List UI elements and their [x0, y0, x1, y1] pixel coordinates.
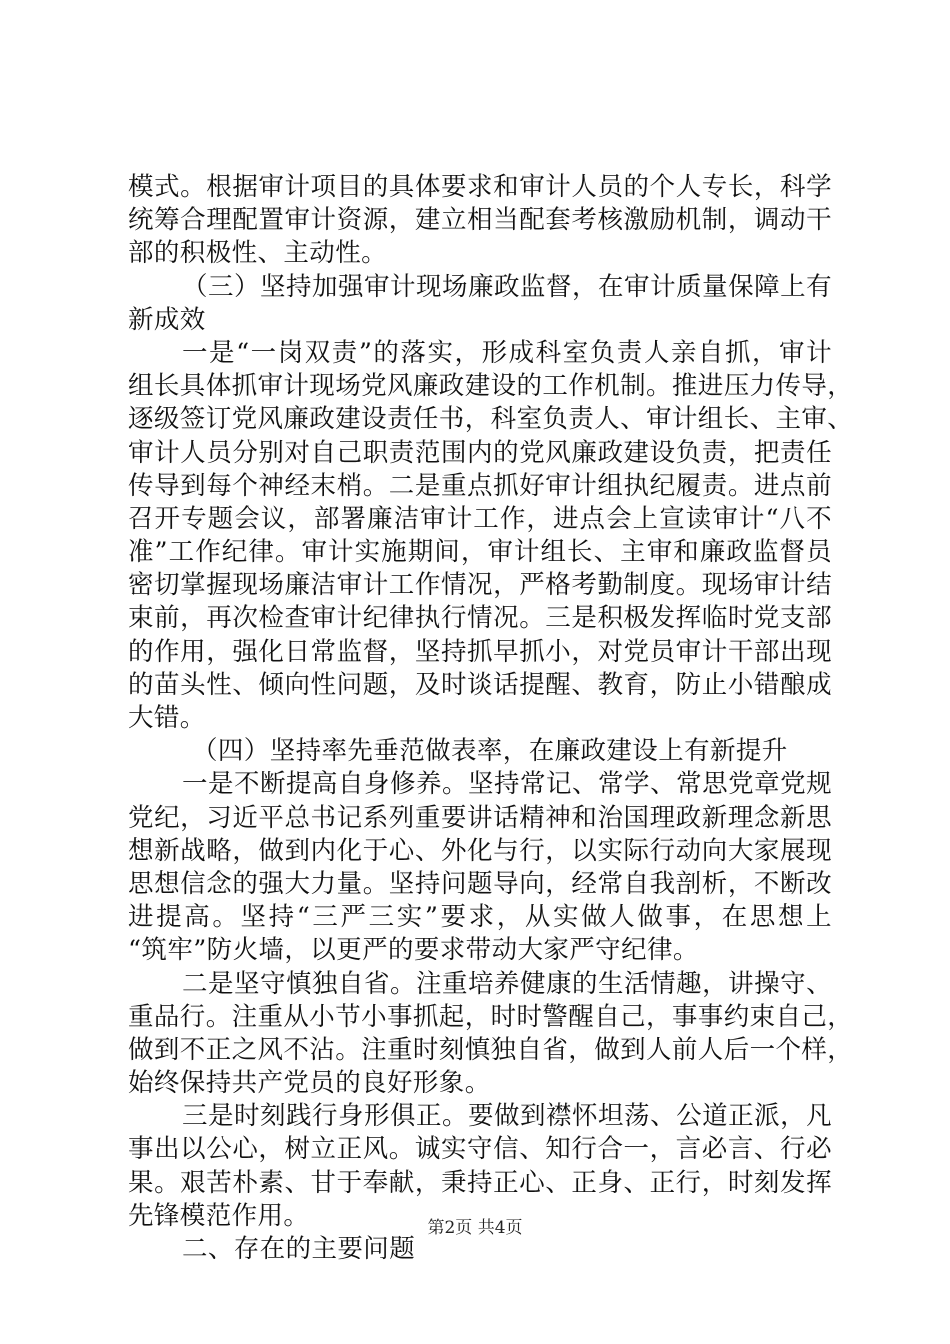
- text-line: 传导到每个神经末梢。二是重点抓好审计组执纪履责。进点前: [128, 470, 832, 501]
- text-line: 先锋模范作用。: [128, 1200, 310, 1231]
- text-line: 部的积极性、主动性。: [128, 238, 388, 269]
- text-line: 做到不正之风不沾。注重时刻慎独自省，做到人前人后一个样，: [128, 1034, 854, 1065]
- text-line: 二是坚守慎独自省。注重培养健康的生活情趣，讲操守、: [182, 968, 832, 999]
- text-line: 密切掌握现场廉洁审计工作情况，严格考勤制度。现场审计结: [128, 570, 832, 601]
- page-footer: 第2页 共4页: [427, 1218, 523, 1238]
- text-line: （三）坚持加强审计现场廉政监督，在审计质量保障上有: [182, 271, 832, 302]
- text-line: 组长具体抓审计现场党风廉政建设的工作机制。推进压力传导，: [128, 371, 854, 402]
- text-line: 统筹合理配置审计资源，建立相当配套考核激励机制，调动干: [128, 205, 832, 236]
- document-body: [128, 171, 854, 1266]
- text-line: 召开专题会议，部署廉洁审计工作，进点会上宣读审计“八不: [128, 503, 832, 534]
- text-line: 思想信念的强大力量。坚持问题导向，经常自我剖析，不断改: [128, 868, 832, 899]
- text-line: 一是不断提高自身修养。坚持常记、常学、常思党章党规: [182, 769, 832, 800]
- text-line: 三是时刻践行身形俱正。要做到襟怀坦荡、公道正派，凡: [182, 1101, 832, 1132]
- text-line: 逐级签订党风廉政建设责任书，科室负责人、审计组长、主审、: [128, 404, 854, 435]
- text-line: 新成效: [128, 304, 206, 335]
- text-line: 一是“一岗双责”的落实，形成科室负责人亲自抓，审计: [182, 337, 832, 368]
- text-line: 党纪，习近平总书记系列重要讲话精神和治国理政新理念新思: [128, 802, 832, 833]
- text-line: 束前，再次检查审计纪律执行情况。三是积极发挥临时党支部: [128, 603, 832, 634]
- text-line: 的作用，强化日常监督，坚持抓早抓小，对党员审计干部出现: [128, 636, 832, 667]
- text-line: “筑牢”防火墙，以更严的要求带动大家严守纪律。: [128, 935, 699, 966]
- text-line: 大错。: [128, 703, 206, 733]
- text-line: 准”工作纪律。审计实施期间，审计组长、主审和廉政监督员: [128, 537, 832, 568]
- text-line: 二、存在的主要问题: [182, 1234, 416, 1264]
- text-line: 果。艰苦朴素、甘于奉献，秉持正心、正身、正行，时刻发挥: [128, 1167, 832, 1198]
- text-line: 审计人员分别对自己职责范围内的党风廉政建设负责，把责任: [128, 437, 832, 468]
- text-line: 想新战略，做到内化于心、外化与行，以实际行动向大家展现: [128, 835, 832, 866]
- text-line: 重品行。注重从小节小事抓起，时时警醒自己，事事约束自己，: [128, 1001, 854, 1032]
- text-line: 的苗头性、倾向性问题，及时谈话提醒、教育，防止小错酿成: [128, 669, 832, 700]
- text-line: 事出以公心，树立正风。诚实守信、知行合一，言必言、行必: [128, 1134, 832, 1165]
- text-line: 模式。根据审计项目的具体要求和审计人员的个人专长，科学: [128, 172, 832, 202]
- text-line: （四）坚持率先垂范做表率，在廉政建设上有新提升: [192, 736, 788, 767]
- text-line: 始终保持共产党员的良好形象。: [128, 1068, 491, 1099]
- text-line: 进提高。坚持“三严三实”要求，从实做人做事，在思想上: [128, 902, 832, 933]
